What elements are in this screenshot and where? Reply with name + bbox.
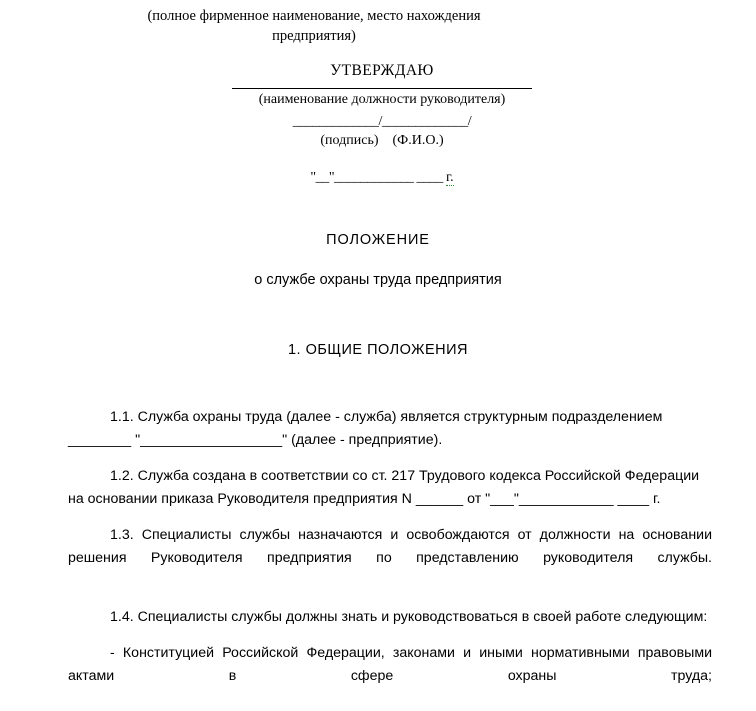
approval-block — [232, 60, 532, 188]
letterhead-block — [0, 0, 756, 188]
approver-position-caption: (наименование должности руководителя) — [258, 92, 506, 108]
approval-date-year-suffix: г. — [445, 170, 454, 186]
document-subtitle: о службе охраны труда предприятия — [254, 271, 502, 288]
signature-caption: (подпись) (Ф.И.О.) — [320, 133, 444, 148]
paragraph-1-4: 1.4. Специалисты службы должны знать и руководствоваться в своей работе следующим: — [110, 608, 708, 625]
organization-line-2: предприятия) — [272, 28, 356, 44]
document-body — [0, 406, 756, 711]
approve-label: УТВЕРЖДАЮ — [330, 62, 434, 79]
organization-name-placeholder — [88, 6, 540, 46]
paragraph-1-3: 1.3. Специалисты службы назначаются и освобождаются от должности на основании решения Руководителя предприятия по представлению руководителя службы. — [68, 526, 712, 566]
document-title: ПОЛОЖЕНИЕ — [326, 231, 430, 248]
approval-date-line — [232, 168, 532, 187]
paragraph-1-1: 1.1. Служба охраны труда (далее - служба) является структурным подразделением ________ "__________________" (далее - предприятие). — [68, 408, 663, 448]
paragraph-1-2: 1.2. Служба создана в соответствии со ст. 217 Трудового кодекса Российской Федерации на основании приказа Руководителя предприятия N ______ от "___"____________ ____ г. — [68, 467, 700, 507]
section-heading-1: 1. ОБЩИЕ ПОЛОЖЕНИЯ — [287, 341, 469, 358]
organization-line-1: (полное фирменное наименование, место нахождения — [147, 8, 481, 24]
approval-rule-divider — [232, 88, 532, 89]
paragraph-bullet-constitution: - Конституцией Российской Федерации, законами и иными нормативными правовыми актами в сфере охраны труда; — [68, 644, 712, 684]
approval-date-blank: "__"____________ ____ — [310, 170, 446, 186]
signature-blank-line: _____________/_____________/ — [292, 113, 472, 129]
